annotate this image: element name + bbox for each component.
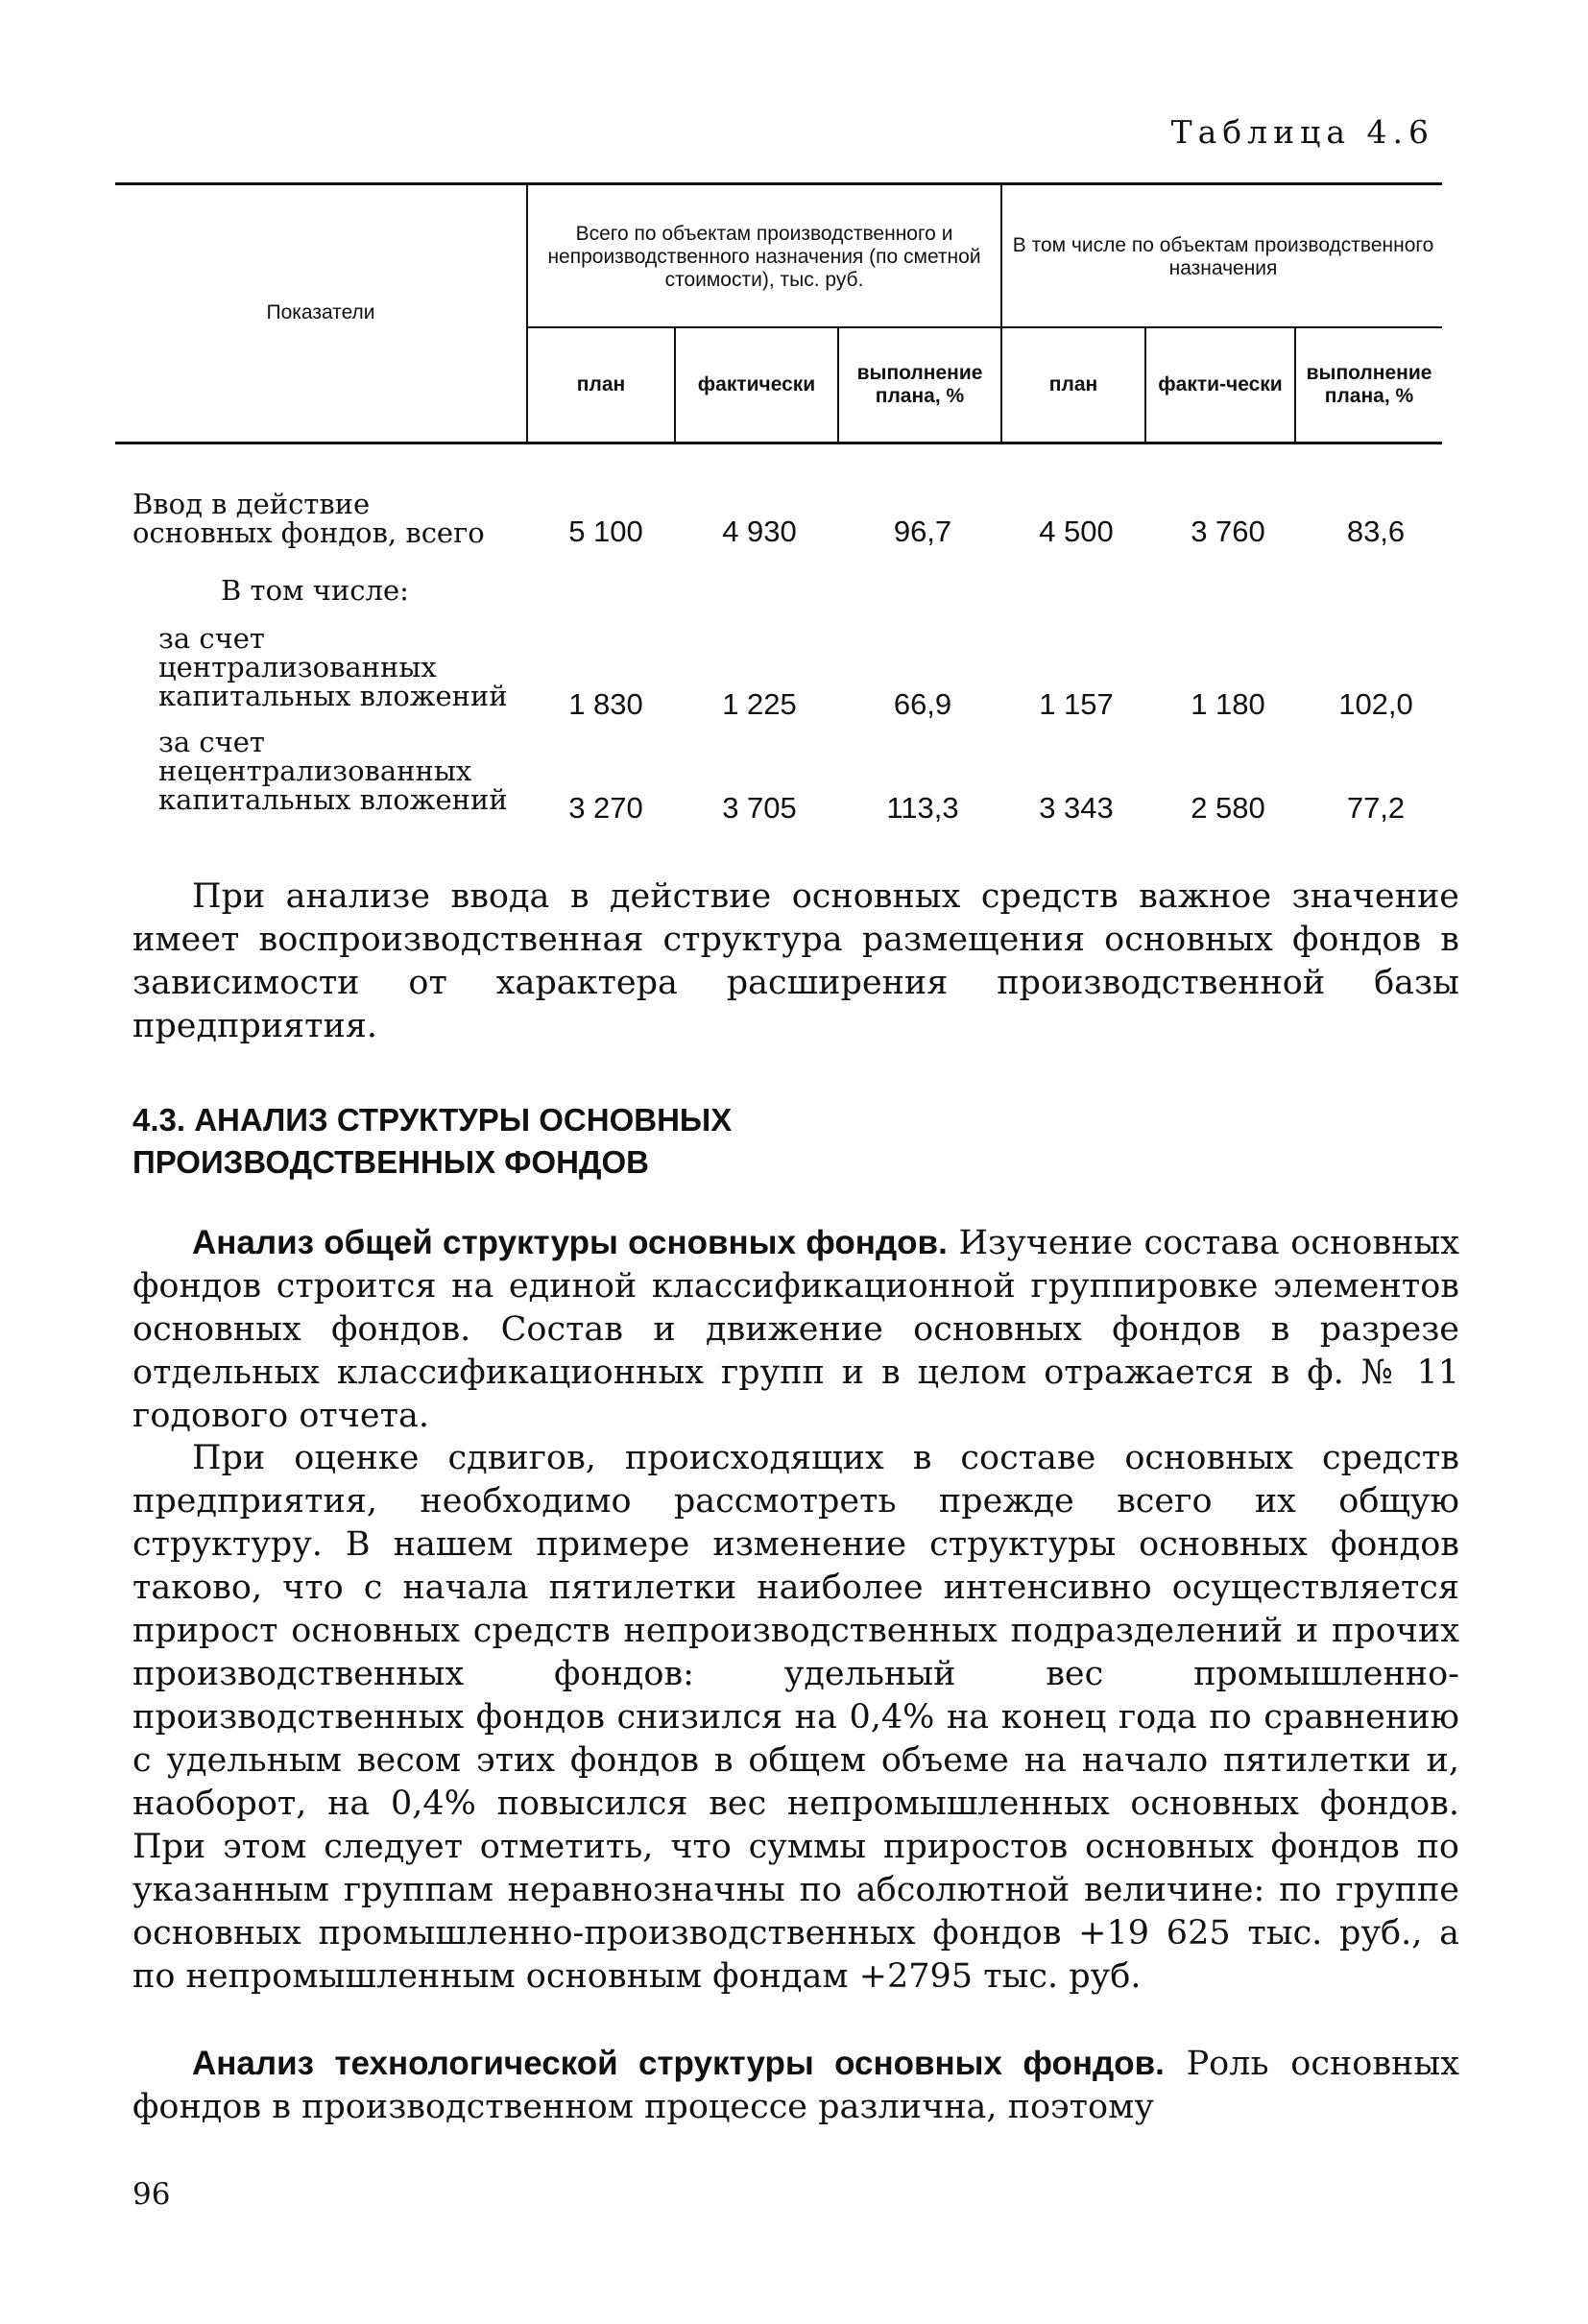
run-in-heading: Анализ общей структуры основных фондов. <box>192 1224 948 1261</box>
section-number: 4.3. <box>132 1102 186 1138</box>
header-completion: выполнение плана, % <box>856 362 983 407</box>
paragraph-intro: При анализе ввода в действие основных средств важное значение имеет воспроизводственная структура размещения основных фондов в зависимости от характера расширения производственной базы предприятия. <box>132 877 1459 1045</box>
cell-decentralized-plan-production: 3 343 <box>1039 791 1114 825</box>
row-label-decentralized: за счет нецентрализованных капитальных вложений <box>158 726 508 816</box>
row-label-total: Ввод в действие основных фондов, всего <box>132 488 485 549</box>
table-header-rule <box>115 442 1442 444</box>
header-plan: план <box>576 373 626 395</box>
section-heading <box>132 1099 732 1184</box>
header-actual-production: факти-чески <box>1158 373 1283 395</box>
cell-total-actual: 4 930 <box>722 515 797 548</box>
cell-total-plan: 5 100 <box>568 515 643 548</box>
cell-decentralized-completion-production: 77,2 <box>1346 791 1406 825</box>
paragraph-text: Роль основных фондов в производственном процессе различна, поэтому <box>132 2045 1459 2126</box>
cell-total-actual-production: 3 760 <box>1191 515 1265 548</box>
run-in-heading: Анализ технологической структуры основных фондов. <box>192 2045 1165 2082</box>
table-caption: Таблица 4.6 <box>1170 113 1434 151</box>
paragraph-general-structure <box>132 1221 1459 1438</box>
page-number: 96 <box>132 2177 171 2212</box>
cell-decentralized-plan: 3 270 <box>568 791 643 825</box>
paragraph-structural-shifts: При оценке сдвигов, происходящих в составе основных средств предприятия, необходимо рассмотреть прежде всего их общую структуру. В нашем примере изменение структуры основных фондов таково, что с начала пятилетки наиболее интенсивно осуществляется прирост основных средств непроизводственных подразделений и прочих производственных фондов: удельный вес промышленно-производственных фондов снизился на 0,4% на конец года по сравнению с удельным весом этих фондов в общем объеме на начало пятилетки и, наоборот, на 0,4% повысился вес непромышленных основных фондов. При этом следует отметить, что суммы приростов основных фондов по указанным группам неравнозначны по абсолютной величине: по группе основных промышленно-производственных фондов +19 625 тыс. руб., а по непромышленным основным фондам +2795 тыс. руб. <box>132 1439 1459 1996</box>
header-indicator: Показатели <box>266 301 375 323</box>
cell-decentralized-actual-production: 2 580 <box>1191 791 1265 825</box>
row-label-including: В том числе: <box>221 574 409 607</box>
section-title-line-2: ПРОИЗВОДСТВЕННЫХ ФОНДОВ <box>132 1144 649 1180</box>
cell-centralized-plan-production: 1 157 <box>1039 687 1114 721</box>
paragraph-text: Изучение состава основных фондов строится на единой классификационной группировке элементов основных фондов. Состав и движение основных фондов в разрезе отдельных классификационных групп и в целом отражается в ф. № 11 годового отчета. <box>132 1224 1459 1435</box>
cell-centralized-plan: 1 830 <box>568 687 643 721</box>
cell-decentralized-completion: 113,3 <box>886 791 959 825</box>
paragraph-technological-structure <box>132 2042 1459 2129</box>
cell-total-completion-production: 83,6 <box>1346 515 1406 548</box>
header-plan-production: план <box>1048 373 1098 395</box>
section-title-line-1: АНАЛИЗ СТРУКТУРЫ ОСНОВНЫХ <box>194 1102 733 1138</box>
cell-centralized-completion-production: 102,0 <box>1338 687 1413 721</box>
header-completion-production: выполнение плана, % <box>1306 362 1432 407</box>
cell-total-plan-production: 4 500 <box>1039 515 1114 548</box>
cell-total-completion: 96,7 <box>893 515 952 548</box>
header-actual: фактически <box>697 373 816 395</box>
cell-decentralized-actual: 3 705 <box>722 791 797 825</box>
row-label-centralized: за счет централизованных капитальных вложений <box>158 622 508 712</box>
header-group-production: В том числе по объектам производственного назначения <box>1012 234 1434 279</box>
cell-centralized-actual: 1 225 <box>722 687 797 721</box>
cell-centralized-actual-production: 1 180 <box>1191 687 1265 721</box>
header-group-all: Всего по объектам производственного и непроизводственного назначения (по сметной стоимости), тыс. руб. <box>547 223 981 291</box>
cell-centralized-completion: 66,9 <box>893 687 952 721</box>
